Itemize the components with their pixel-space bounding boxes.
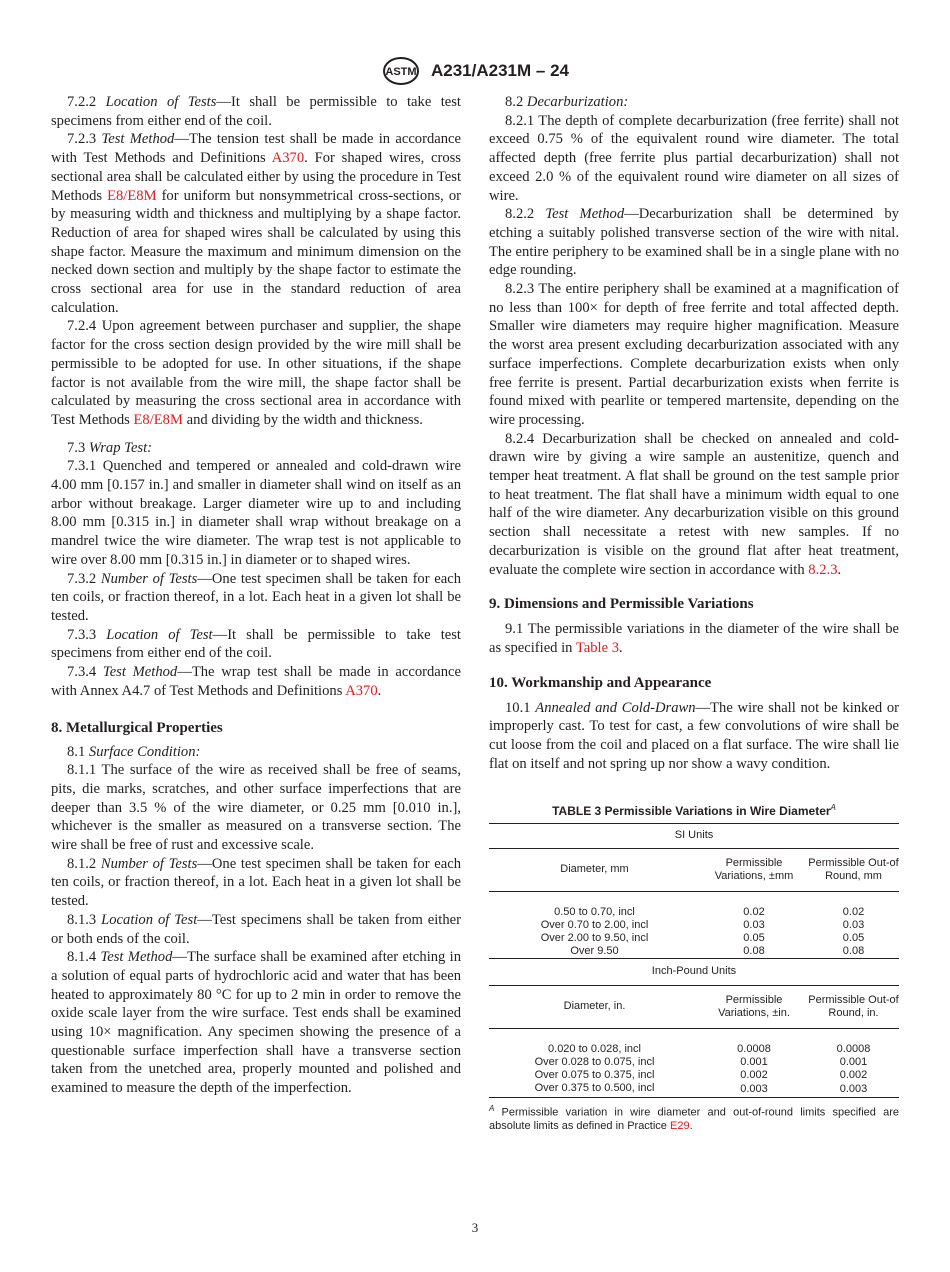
page-number: 3 <box>471 1220 479 1235</box>
col-header: Diameter, mm <box>489 848 700 891</box>
table-row <box>489 1056 899 1069</box>
table-cell: 0.003 <box>740 1082 768 1095</box>
col-header: Diameter, in. <box>489 985 700 1028</box>
table-row <box>489 932 899 945</box>
table-cell: 0.002 <box>740 1068 768 1081</box>
para-8-2-1: 8.2.1 The depth of complete decarburization (free ferrite) shall not exceed 0.75 % of the equivalent round wire diameter. The total affected depth (free ferrite plus partial decarburization) shall not exceed 2.0 % of the equivalent round wire diameter on all sizes of wire. <box>489 112 899 204</box>
para-8-2: 8.2 Decarburization: <box>505 94 629 110</box>
table-footnote: $^A$ Permissible variation in wire diameter and out-of-round limits specified are absolute limits as defined in Practice E29. <box>489 1103 899 1133</box>
para-7-3: 7.3 Wrap Test: <box>67 439 153 456</box>
section-heading-9: 9. Dimensions and Permissible Variations <box>489 596 754 613</box>
para-8-1: 8.1 Surface Condition: <box>67 743 201 760</box>
col-header: Permissible Out-of Round, mm <box>808 848 899 891</box>
para-7-2-3: 7.2.3 Test Method—The tension test shall be made in accordance with Test Methods and Definitions A370. For shaped wires, cross sectional area shall be calculated either by using the procedure in Test Methods E8/E8M for uniform but nonsymmetrical cross-sections, or by measuring width and thickness and multiplying by a shape factor. Reduction of area for shaped wires shall be calculated by using this shape factor. Measure the maximum and minimum dimension on the necked down section and multiply by the shape factor to estimate the cross sectional area for use in the standard reduction of area calculation. <box>51 131 461 316</box>
page-header <box>0 56 950 86</box>
variations-table <box>489 823 899 1098</box>
para-8-2-2: 8.2.2 Test Method—Decarburization shall be determined by etching a suitably polished transverse section of the wire with nital. The entire periphery to be examined shall be in a single plane with no edge rounding. <box>489 206 899 279</box>
para-7-3-3: 7.3.3 Location of Test—It shall be permissible to take test specimens from either end of the coil. <box>51 626 461 662</box>
table-cell: 0.50 to 0.70, incl <box>554 905 635 918</box>
col-header: Permissible Variations, ±in. <box>700 985 808 1028</box>
para-7-2-4: 7.2.4 Upon agreement between purchaser and supplier, the shape factor for the cross section design provided by the wire mill shall be permissible to be adopted for use. In other situations, if the shape factor is not available from the wire mill, the shape factor shall be calculated by measuring the cross sectional area in accordance with Test Methods E8/E8M and dividing by the width and thickness. <box>51 318 461 428</box>
para-10-1: 10.1 Annealed and Cold-Drawn—The wire shall not be kinked or improperly cast. To test for cast, a few convolutions of wire shall be cut loose from the coil and placed on a flat surface. The wire shall lie flat on itself and not spring up nor show a wavy condition. <box>489 699 900 772</box>
link-a370[interactable]: A370 <box>345 682 378 699</box>
table-cell: Over 0.075 to 0.375, incl <box>534 1068 655 1081</box>
table-unit-row <box>489 958 899 985</box>
table-header-row <box>489 848 899 891</box>
section-heading-8: 8. Metallurgical Properties <box>51 719 223 736</box>
table-cell: 0.002 <box>839 1068 868 1081</box>
link-e8-e8m[interactable]: E8/E8M <box>107 187 157 204</box>
table-cell: 0.001 <box>740 1055 768 1068</box>
section-heading-10: 10. Workmanship and Appearance <box>489 674 712 691</box>
table-caption: TABLE 3 Permissible Variations in Wire Diameter$^A$ <box>552 802 836 818</box>
table-row <box>489 919 899 932</box>
designation: A231/A231M – 24 <box>431 61 569 80</box>
table-cell: 0.0008 <box>737 1042 771 1055</box>
astm-logo-icon <box>381 56 421 86</box>
si-units-label: SI Units <box>674 829 714 841</box>
para-8-1-1: 8.1.1 The surface of the wire as received shall be free of seams, pits, die marks, scratches, and other surface imperfections that are deeper than 3.5 % of the wire diameter, or 0.25 mm [0.010 in.], whichever is the smaller as measured on a transverse section. The wire shall be free of rust and excessive scale. <box>51 762 461 854</box>
table-unit-row <box>489 823 899 848</box>
table-cell: 0.05 <box>842 931 865 944</box>
right-column <box>489 93 899 1133</box>
table-cell: 0.001 <box>839 1055 868 1068</box>
inch-pound-units-label: Inch-Pound Units <box>651 965 737 977</box>
table-cell: Over 2.00 to 9.50, incl <box>540 931 649 944</box>
table-cell: 0.0008 <box>836 1042 871 1055</box>
table-cell: 0.03 <box>842 918 865 931</box>
para-8-1-2: 8.1.2 Number of Tests—One test specimen shall be taken for each ten coils, or fraction thereof, in a lot. Each heat in a given lot shall be tested. <box>51 855 461 910</box>
para-8-2-3: 8.2.3 The entire periphery shall be examined at a magnification of no less than 100× for depth of free ferrite and total affected depth. Smaller wire diameters may require higher magnification. Measure the worst area present excluding decarburization associated with any surface imperfections. Complete decarburization exists when only free ferrite is present. Partial decarburization exists when ferrite is found mixed with pearlite or tempered martensite, depending on the wire processing. <box>489 281 899 428</box>
table-cell: 0.02 <box>842 905 865 918</box>
link-a370[interactable]: A370 <box>271 150 305 167</box>
col-header: Permissible Out-of Round, in. <box>808 985 899 1028</box>
table-cell: 0.08 <box>842 944 865 957</box>
table-row <box>489 1082 899 1098</box>
table-cell: 0.020 to 0.028, incl <box>548 1042 641 1055</box>
para-8-1-3: 8.1.3 Location of Test—Test specimens shall be taken from either or both ends of the coil. <box>51 911 461 947</box>
table-row <box>489 1028 899 1056</box>
para-7-3-1: 7.3.1 Quenched and tempered or annealed and cold-drawn wire 4.00 mm [0.157 in.] and smaller in diameter shall wind on itself as an arbor without breakage. Larger diameter wire up to and including 8.00 mm [0.315 in.] in diameter shall wrap without breakage on a mandrel twice the wire diameter. The wrap test is not applicable to wire over 8.00 mm [0.315 in.] in diameter or to shaped wires. <box>51 458 461 568</box>
table-cell: 0.05 <box>743 931 765 944</box>
para-8-1-4: 8.1.4 Test Method—The surface shall be examined after etching in a solution of equal parts of hydrochloric acid and water that has been heated to approximately 80 °C for up to 2 min in order to remove the oxide scale layer from the wire surface. Test ends shall be examined using 10× magnification. Any specimen showing the presence of a questionable surface imperfection shall have a transverse section taken from the unetched area, properly mounted and polished and examined to measure the depth of the imperfection. <box>51 949 461 1097</box>
table-cell: Over 9.50 <box>570 944 619 957</box>
link-8-2-3[interactable]: 8.2.3 <box>808 561 838 578</box>
table-cell: 0.08 <box>743 944 765 957</box>
link-e8-e8m[interactable]: E8/E8M <box>133 411 183 428</box>
para-7-3-4: 7.3.4 Test Method—The wrap test shall be made in accordance with Annex A4.7 of Test Methods and Definitions A370. <box>51 664 461 699</box>
link-table-3[interactable]: Table 3 <box>575 639 620 656</box>
table-cell: Over 0.028 to 0.075, incl <box>534 1055 655 1068</box>
link-e29[interactable]: E29 <box>669 1120 690 1133</box>
table-cell: 0.02 <box>743 905 765 918</box>
para-7-2-2: 7.2.2 Location of Tests—It shall be permissible to take test specimens from either end of the coil. <box>51 94 461 129</box>
table-cell: Over 0.70 to 2.00, incl <box>540 918 649 931</box>
table-row <box>489 891 899 919</box>
table-cell: Over 0.375 to 0.500, incl <box>534 1081 655 1094</box>
table-cell: 0.03 <box>743 918 765 931</box>
col-header: Permissible Variations, ±mm <box>700 848 808 891</box>
para-7-3-2: 7.3.2 Number of Tests—One test specimen shall be taken for each ten coils, or fraction thereof, in a lot. Each heat in a given lot shall be tested. <box>51 570 461 624</box>
para-9-1: 9.1 The permissible variations in the diameter of the wire shall be as specified in Table 3. <box>489 621 899 656</box>
para-8-2-4: 8.2.4 Decarburization shall be checked on annealed and cold-drawn wire by giving a wire sample an austenitize, quench and temper heat treatment. A flat shall be ground on the test sample prior to heat treatment. The flat shall have a minimum width equal to one half of the wire diameter. Any decarburization visible on this ground section shall necessitate a retest with new samples. If no decarburization is visible on the ground flat after heat treatment, evaluate the complete wire section in accordance with 8.2.3. <box>489 430 899 578</box>
table-row <box>489 945 899 959</box>
table-cell: 0.003 <box>839 1082 868 1095</box>
table-header-row <box>489 985 899 1028</box>
svg-text:ASTM: ASTM <box>385 66 417 78</box>
left-column <box>51 93 461 1098</box>
table-row <box>489 1069 899 1082</box>
